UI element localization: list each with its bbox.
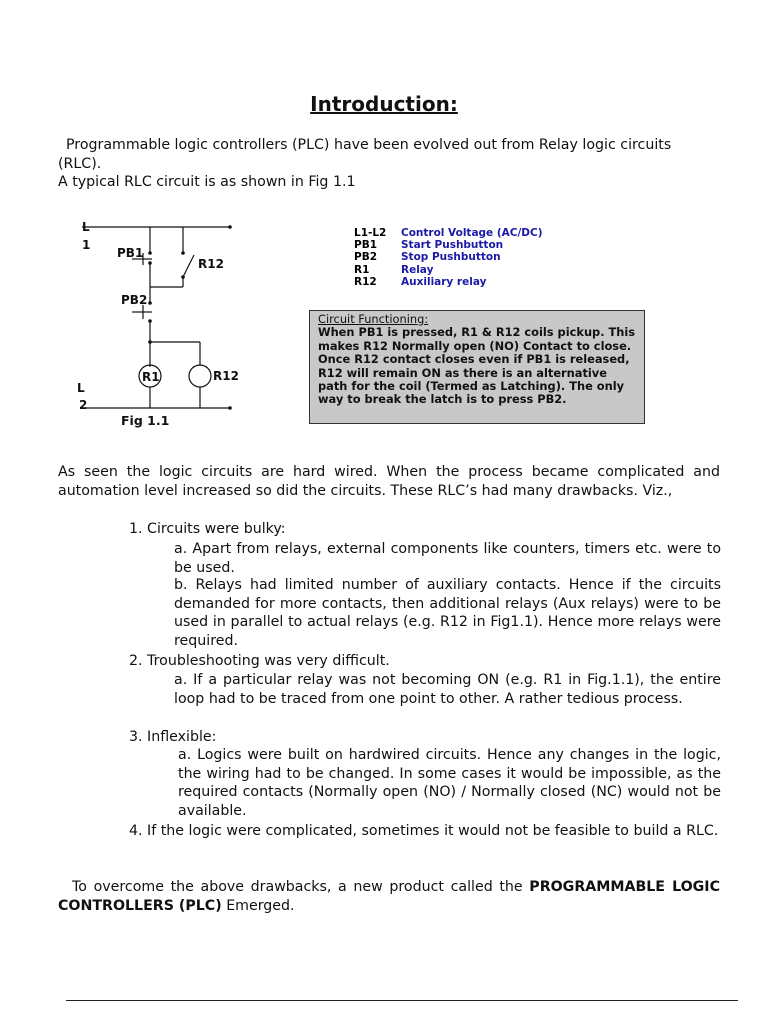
r12-coil <box>189 365 211 387</box>
r1-coil-label: R1 <box>142 370 160 384</box>
r12-contact-label: R12 <box>198 257 224 271</box>
r12-contact <box>183 255 194 277</box>
circuit-functioning-box <box>309 310 645 424</box>
page-title: Introduction: <box>310 92 458 116</box>
legend-row: R1 Relay <box>354 263 434 276</box>
overcome-text: To overcome the above drawbacks, a new product called the <box>72 879 523 895</box>
l1-letter: L <box>82 220 90 234</box>
legend-row: R12 Auxiliary relay <box>354 275 487 288</box>
legend-row: PB1 Start Pushbutton <box>354 239 504 252</box>
intro-paragraph <box>58 136 718 192</box>
l2-letter: L <box>77 381 85 395</box>
l2-number: 2 <box>79 398 88 412</box>
overcome-paragraph <box>58 878 720 915</box>
circuit-functioning-title: Circuit Functioning: <box>318 312 429 326</box>
figure-caption: Fig 1.1 <box>121 413 170 428</box>
list-item-3: 3. Inflexible: <box>129 729 217 745</box>
overcome-end: Emerged. <box>226 897 295 914</box>
list-item-1a: a. Apart from relays, external components like counters, timers etc. were to be used. <box>174 541 721 576</box>
intro-line-2: A typical RLC circuit is as shown in Fig 1.1 <box>58 174 356 190</box>
circuit-functioning-body: When PB1 is pressed, R1 & R12 coils pickup. This makes R12 Normally open (NO) Contact to close. Once R12 contact closes even if PB1 is released, R12 will remain ON as there is an alternative path for the coil (Termed as Latching). The only way to break the latch is to press PB2. <box>318 325 636 407</box>
legend-row: PB2 Stop Pushbutton <box>354 251 501 264</box>
r12-coil-label: R12 <box>213 369 239 383</box>
list-item-3a: a. Logics were built on hardwired circuits. Hence any changes in the logic, the wiring had to be changed. In some cases it would be impossible, as the required contacts (Normally open (NO) / Normally closed (NC) would not be available. <box>178 747 721 819</box>
l1-number: 1 <box>82 238 91 252</box>
list-item-2: 2. Troubleshooting was very difficult. <box>129 653 390 669</box>
rlc-circuit-diagram <box>70 215 270 420</box>
list-item-1: 1. Circuits were bulky: <box>129 521 286 537</box>
list-item-4: 4. If the logic were complicated, sometimes it would not be feasible to build a RLC. <box>129 823 719 839</box>
pb2-pushbutton <box>132 305 152 319</box>
list-item-2a: a. If a particular relay was not becoming ON (e.g. R1 in Fig.1.1), the entire loop had to be traced from one point to other. A rather tedious process. <box>174 672 721 707</box>
circuit-legend <box>354 227 543 288</box>
pb2-label: PB2 <box>121 293 148 307</box>
legend-row: L1-L2 Control Voltage (AC/DC) <box>354 227 543 239</box>
list-item-1b: b. Relays had limited number of auxiliary contacts. Hence if the circuits demanded for more contacts, then additional relays (Aux relays) were to be used in parallel to actual relays (e.g. R12 in Fig1.1). Hence more relays were required. <box>174 577 721 649</box>
plc-emphasis: PROGRAMMABLE LOGIC CONTROLLERS (PLC) <box>58 879 720 914</box>
pb1-label: PB1 <box>117 246 144 260</box>
footer-rule <box>66 1000 738 1001</box>
seen-paragraph: As seen the logic circuits are hard wired. When the process became complicated and automation level increased so did the circuits. These RLC’s had many drawbacks. Viz., <box>58 464 720 499</box>
intro-line-1: Programmable logic controllers (PLC) have been evolved out from Relay logic circuits (RLC). <box>58 137 672 172</box>
